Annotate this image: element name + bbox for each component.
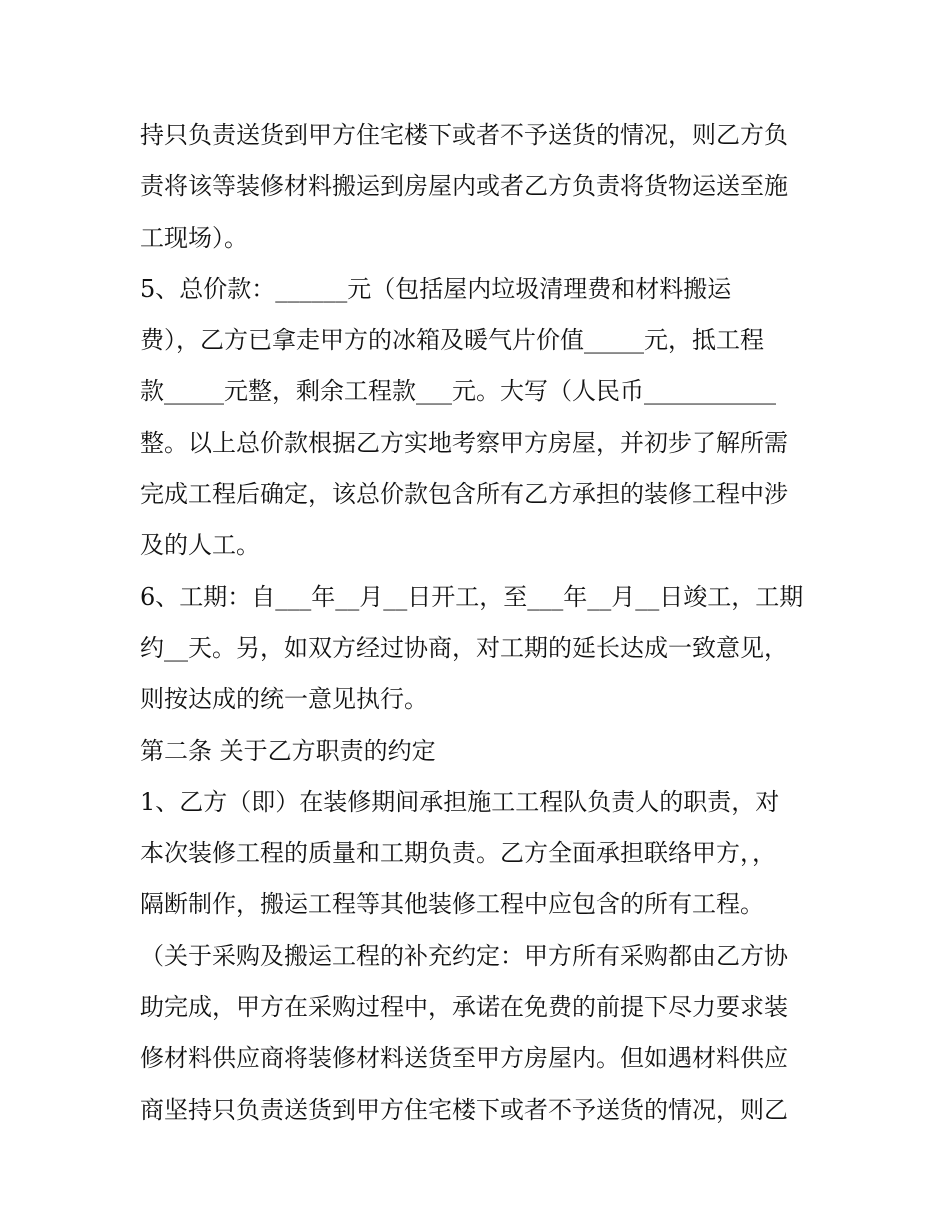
text-line: 工现场）。 [140, 223, 248, 252]
text-line: 1、乙方（即）在装修期间承担施工工程队负责人的职责，对 [140, 787, 780, 816]
text-line: 持只负责送货到甲方住宅楼下或者不予送货的情况，则乙方负 [140, 121, 788, 149]
text-line: 责将该等装修材料搬运到房屋内或者乙方负责将货物运送至施 [140, 172, 788, 201]
text-line: 整。以上总价款根据乙方实地考察甲方房屋，并初步了解所需 [140, 428, 788, 457]
text-line: 助完成，甲方在采购过程中，承诺在免费的前提下尽力要求装 [140, 993, 788, 1022]
text-line: 5、总价款：______元（包括屋内垃圾清理费和材料搬运 [140, 274, 732, 303]
text-line: 本次装修工程的质量和工期负责。乙方全面承担联络甲方，， [140, 839, 776, 868]
section-heading: 第二条 关于乙方职责的约定 [140, 736, 436, 765]
text-line: 及的人工。 [140, 531, 260, 560]
text-line: 商坚持只负责送货到甲方住宅楼下或者不予送货的情况，则乙 [140, 1095, 788, 1124]
document-body [140, 110, 830, 1136]
text-line: 完成工程后确定，该总价款包含所有乙方承担的装修工程中涉 [140, 480, 788, 509]
text-line: 修材料供应商将装修材料送货至甲方房屋内。但如遇材料供应 [140, 1044, 788, 1073]
text-line: 款_____元整，剩余工程款___元。大写（人民币___________ [140, 377, 776, 406]
text-line: 隔断制作，搬运工程等其他装修工程中应包含的所有工程。 [140, 890, 764, 919]
text-line: （关于采购及搬运工程的补充约定：甲方所有采购都由乙方协 [140, 941, 788, 970]
text-line: 费），乙方已拿走甲方的冰箱及暖气片价值_____元，抵工程 [140, 326, 764, 355]
text-line: 则按达成的统一意见执行。 [140, 685, 428, 714]
text-line: 6、工期：自___年__月__日开工，至___年__月__日竣工，工期 [140, 582, 804, 611]
text-line: 约__天。另，如双方经过协商，对工期的延长达成一致意见， [140, 633, 788, 662]
